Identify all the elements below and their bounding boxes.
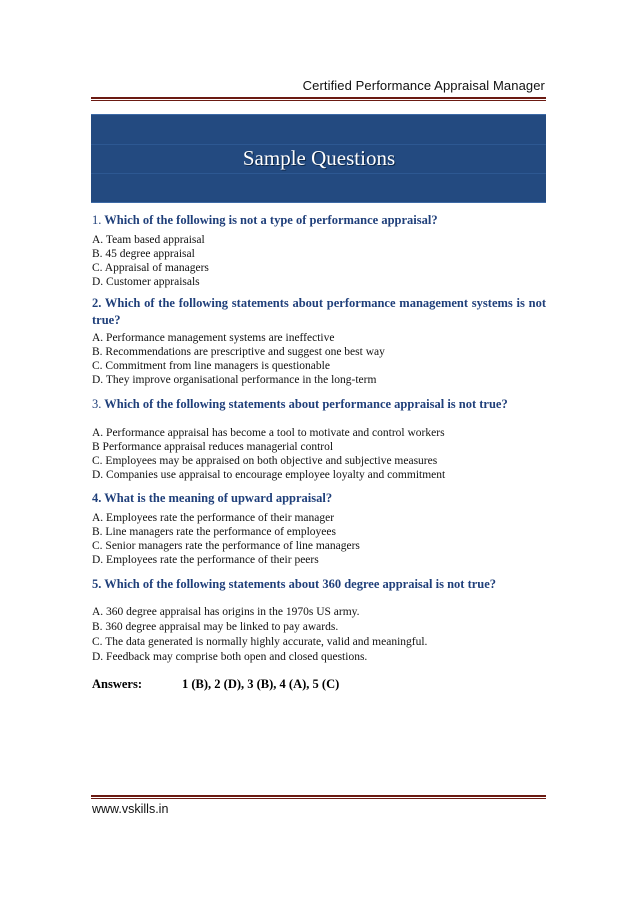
- question-1-options: [92, 233, 546, 289]
- option: D. Feedback may comprise both open and closed questions.: [92, 651, 368, 663]
- question-3-options: [92, 426, 546, 482]
- page-header-title: Certified Performance Appraisal Manager: [302, 78, 545, 93]
- option: D. Companies use appraisal to encourage employee loyalty and commitment: [92, 469, 446, 481]
- option: B. 360 degree appraisal may be linked to pay awards.: [92, 621, 339, 633]
- answer-key: [92, 677, 546, 692]
- question-5-options: [92, 605, 546, 665]
- header-divider: [91, 97, 546, 99]
- question-text: Which of the following statements about performance appraisal is not true?: [104, 397, 508, 411]
- option: B. Recommendations are prescriptive and suggest one best way: [92, 346, 385, 358]
- option: C. Senior managers rate the performance of line managers: [92, 540, 360, 552]
- option: A. Performance appraisal has become a tool to motivate and control workers: [92, 427, 445, 439]
- option: D. They improve organisational performance in the long-term: [92, 374, 377, 386]
- question-number: 5.: [92, 577, 102, 591]
- questions-section: [92, 212, 546, 692]
- option: C. Commitment from line managers is questionable: [92, 360, 330, 372]
- question-number: 3.: [92, 397, 102, 411]
- option: A. Performance management systems are ineffective: [92, 332, 335, 344]
- option: A. Team based appraisal: [92, 234, 205, 246]
- option: D. Employees rate the performance of their peers: [92, 554, 319, 566]
- question-3: [92, 396, 546, 413]
- option: B. Line managers rate the performance of employees: [92, 526, 336, 538]
- question-text: Which of the following is not a type of performance appraisal?: [104, 213, 438, 227]
- option: C. Appraisal of managers: [92, 262, 209, 274]
- question-1: [92, 212, 546, 229]
- question-5: [92, 576, 546, 593]
- footer-url: www.vskills.in: [92, 802, 169, 816]
- banner-title: Sample Questions: [242, 146, 396, 170]
- question-2: [92, 295, 546, 329]
- answers-label: Answers:: [92, 677, 142, 691]
- option: D. Customer appraisals: [92, 276, 200, 288]
- header-divider-thin: [91, 100, 546, 101]
- footer-divider: [91, 795, 546, 797]
- banner-stripe: [91, 144, 546, 145]
- question-2-options: [92, 331, 546, 387]
- option: A. 360 degree appraisal has origins in the 1970s US army.: [92, 606, 360, 618]
- question-text: Which of the following statements about performance management systems is not true?: [92, 296, 546, 327]
- option: B. 45 degree appraisal: [92, 248, 195, 260]
- question-text: What is the meaning of upward appraisal?: [104, 491, 333, 505]
- question-number: 2.: [92, 296, 102, 310]
- option: C. The data generated is normally highly accurate, valid and meaningful.: [92, 636, 428, 648]
- question-4: [92, 490, 546, 507]
- banner-stripe: [91, 173, 546, 174]
- option: C. Employees may be appraised on both objective and subjective measures: [92, 455, 438, 467]
- question-number: 1.: [92, 213, 102, 227]
- option: A. Employees rate the performance of their manager: [92, 512, 335, 524]
- question-4-options: [92, 511, 546, 567]
- footer-divider-thin: [91, 798, 546, 799]
- option: B Performance appraisal reduces managerial control: [92, 441, 334, 453]
- question-number: 4.: [92, 491, 102, 505]
- question-text: Which of the following statements about 360 degree appraisal is not true?: [104, 577, 497, 591]
- answers-values: 1 (B), 2 (D), 3 (B), 4 (A), 5 (C): [182, 677, 340, 691]
